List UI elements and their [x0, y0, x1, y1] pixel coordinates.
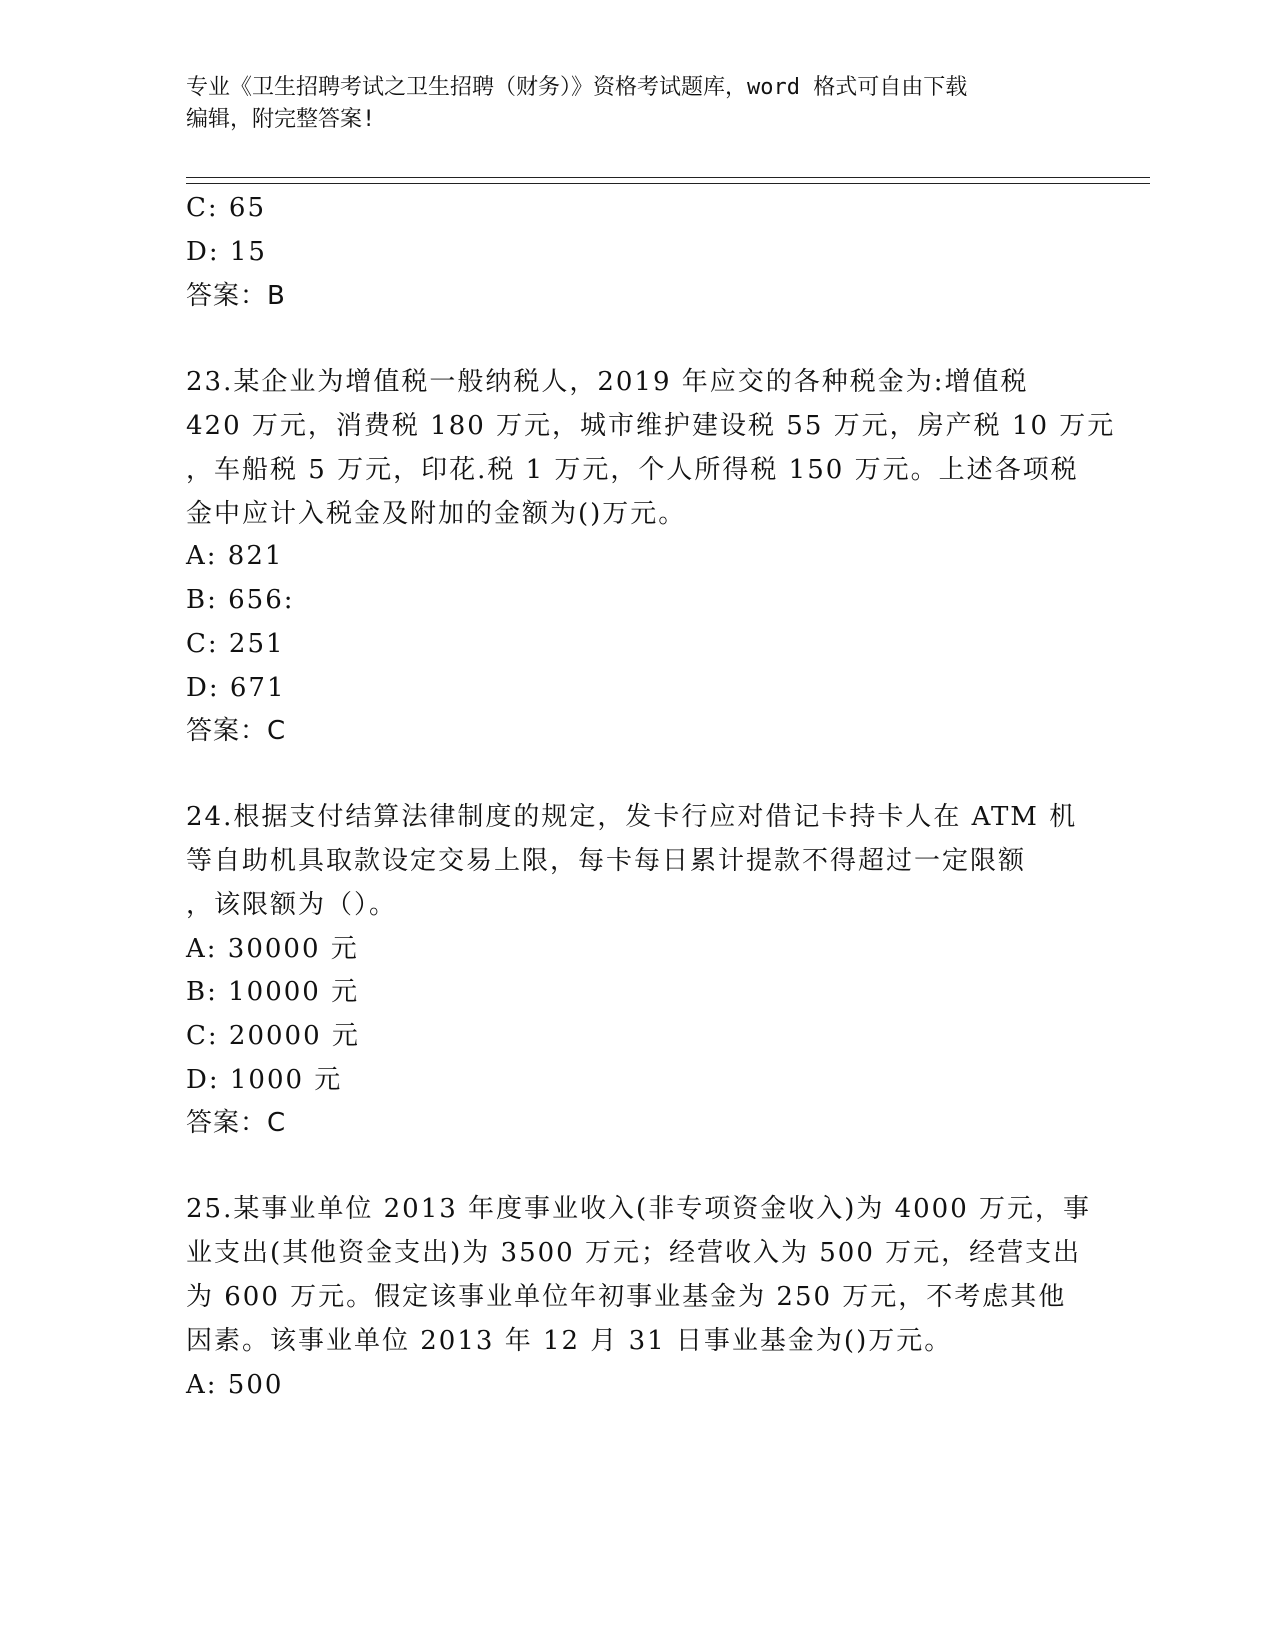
question-25-line-1: 25.某事业单位 2013 年度事业收入(非专项资金收入)为 4000 万元，事 [186, 1194, 1092, 1224]
question-23-line-2: 420 万元，消费税 180 万元，城市维护建设税 55 万元，房产税 10 万元 [186, 411, 1116, 441]
question-25-line-3: 为 600 万元。假定该事业单位年初事业基金为 250 万元，不考虑其他 [186, 1282, 1067, 1312]
question-24-option-c: C: 20000 元 [186, 1021, 360, 1051]
question-23-option-b: B: 656: [186, 585, 295, 615]
question-23-line-4: 金中应计入税金及附加的金额为()万元。 [186, 499, 687, 529]
question-24-option-a: A: 30000 元 [186, 934, 359, 964]
question-23-option-a: A: 821 [186, 541, 284, 571]
question-25-line-4: 因素。该事业单位 2013 年 12 月 31 日事业基金为()万元。 [186, 1326, 953, 1356]
document-header [186, 72, 1086, 136]
question-23-line-3: ，车船税 5 万元，印花.税 1 万元，个人所得税 150 万元。上述各项税 [186, 455, 1079, 485]
header-line-2: 编辑，附完整答案! [186, 107, 376, 132]
option-d: D: 15 [186, 237, 267, 267]
header-rule-bottom [186, 183, 1150, 184]
question-24-answer: 答案：C [186, 1108, 287, 1138]
question-24-option-b: B: 10000 元 [186, 977, 360, 1007]
question-25-line-2: 业支出(其他资金支出)为 3500 万元；经营收入为 500 万元，经营支出 [186, 1238, 1082, 1268]
question-23-answer: 答案：C [186, 716, 287, 746]
header-line-1: 专业《卫生招聘考试之卫生招聘（财务）》资格考试题库，word 格式可自由下载 [186, 75, 968, 100]
question-24-option-d: D: 1000 元 [186, 1065, 343, 1095]
option-c: C: 65 [186, 193, 267, 223]
question-23-option-c: C: 251 [186, 629, 285, 659]
header-rule-top [186, 177, 1150, 178]
question-24-line-3: ，该限额为（）。 [186, 890, 398, 920]
answer: 答案：B [186, 281, 286, 311]
question-24-line-2: 等自助机具取款设定交易上限，每卡每日累计提款不得超过一定限额 [186, 846, 1027, 876]
question-25-option-a: A: 500 [186, 1370, 284, 1400]
question-23-line-1: 23.某企业为增值税一般纳税人，2019 年应交的各种税金为:增值税 [186, 367, 1029, 397]
question-24-line-1: 24.根据支付结算法律制度的规定，发卡行应对借记卡持卡人在 ATM 机 [186, 802, 1078, 832]
question-23-option-d: D: 671 [186, 673, 286, 703]
